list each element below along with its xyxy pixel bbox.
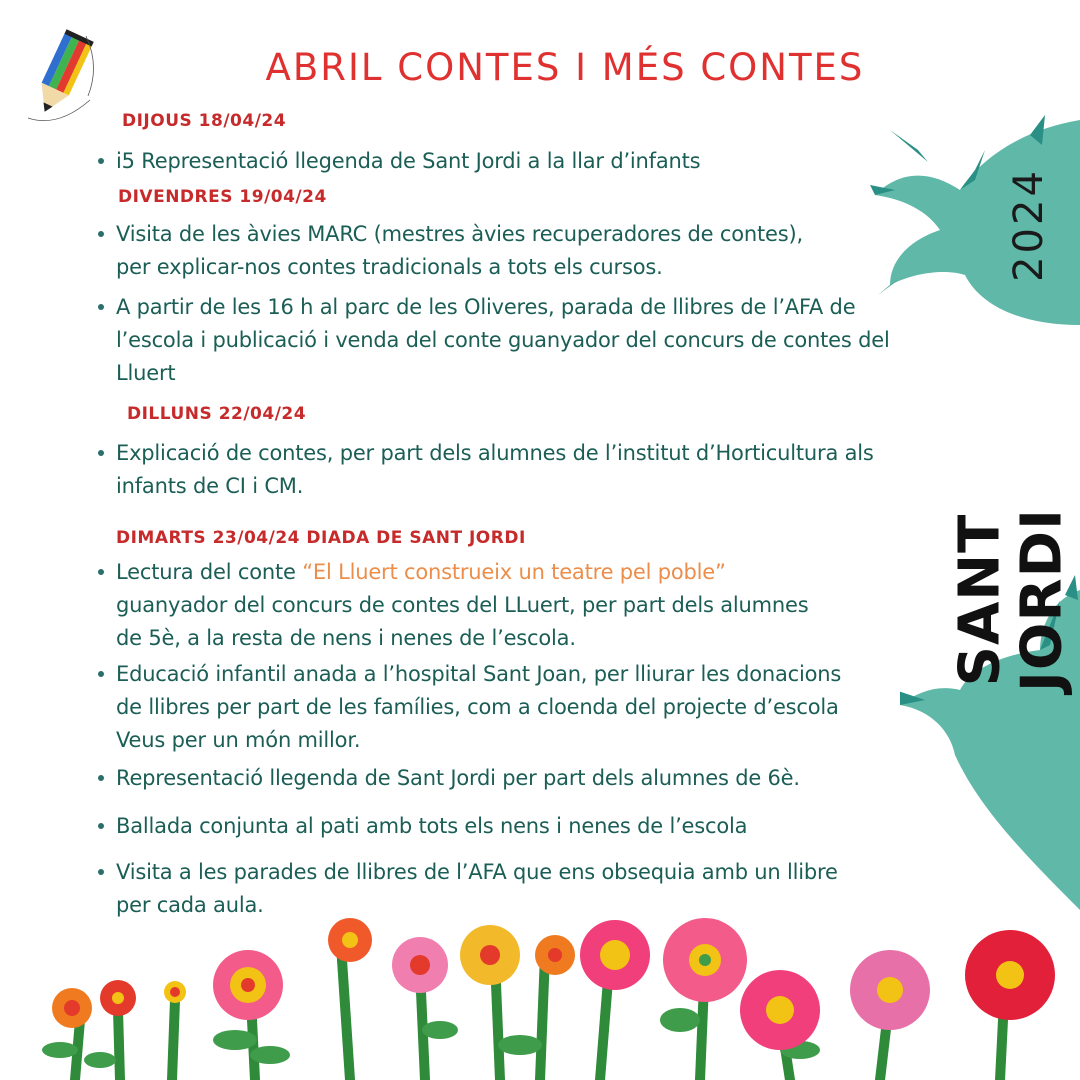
bullet-icon xyxy=(98,869,104,875)
date-heading: DIVENDRES 19/04/24 xyxy=(118,187,327,207)
date-heading: DIMARTS 23/04/24 DIADA DE SANT JORDI xyxy=(116,528,526,548)
list-item: Ballada conjunta al pati amb tots els nens i nenes de l’escola xyxy=(98,810,958,843)
list-item: Representació llegenda de Sant Jordi per part dels alumnes de 6è. xyxy=(98,762,958,795)
bullet-icon xyxy=(98,569,104,575)
date-heading: DIJOUS 18/04/24 xyxy=(122,111,287,131)
list-item: Visita de les àvies MARC (mestres àvies recuperadores de contes), per explicar-nos contes tradicionals a tots els cursos. xyxy=(98,218,958,284)
bullet-icon xyxy=(98,158,104,164)
list-item: Visita a les parades de llibres de l’AFA que ens obsequia amb un llibre per cada aula. xyxy=(98,856,958,922)
story-title: “El Lluert construeix un teatre pel poble” xyxy=(302,560,726,584)
bullet-icon xyxy=(98,823,104,829)
list-item: i5 Representació llegenda de Sant Jordi a la llar d’infants xyxy=(98,145,958,178)
page-title: ABRIL CONTES I MÉS CONTES xyxy=(265,46,865,89)
year-label: 2024 xyxy=(1006,168,1052,282)
bullet-icon xyxy=(98,304,104,310)
list-item: Lectura del conte “El Lluert construeix un teatre pel poble” guanyador del concurs de contes del LLuert, per part dels alumnes de 5è, a la resta de nens i nenes de l’escola. xyxy=(98,556,958,655)
painted-flowers-border xyxy=(0,900,1080,1080)
bullet-icon xyxy=(98,671,104,677)
list-item: Educació infantil anada a l’hospital Sant Joan, per lliurar les donacions de llibres per part de les famílies, com a cloenda del projecte d’escola Veus per un món millor. xyxy=(98,658,958,757)
bullet-icon xyxy=(98,450,104,456)
date-heading: DILLUNS 22/04/24 xyxy=(127,404,307,424)
list-item: Explicació de contes, per part dels alumnes de l’institut d’Horticultura als infants de CI i CM. xyxy=(98,437,958,503)
side-title-jordi: JORDI xyxy=(1009,508,1075,692)
bullet-icon xyxy=(98,775,104,781)
list-item: A partir de les 16 h al parc de les Oliveres, parada de llibres de l’AFA de l’escola i publicació i venda del conte guanyador del concurs de contes del Lluert xyxy=(98,291,958,390)
bullet-icon xyxy=(98,231,104,237)
side-title-sant: SANT xyxy=(947,513,1013,687)
